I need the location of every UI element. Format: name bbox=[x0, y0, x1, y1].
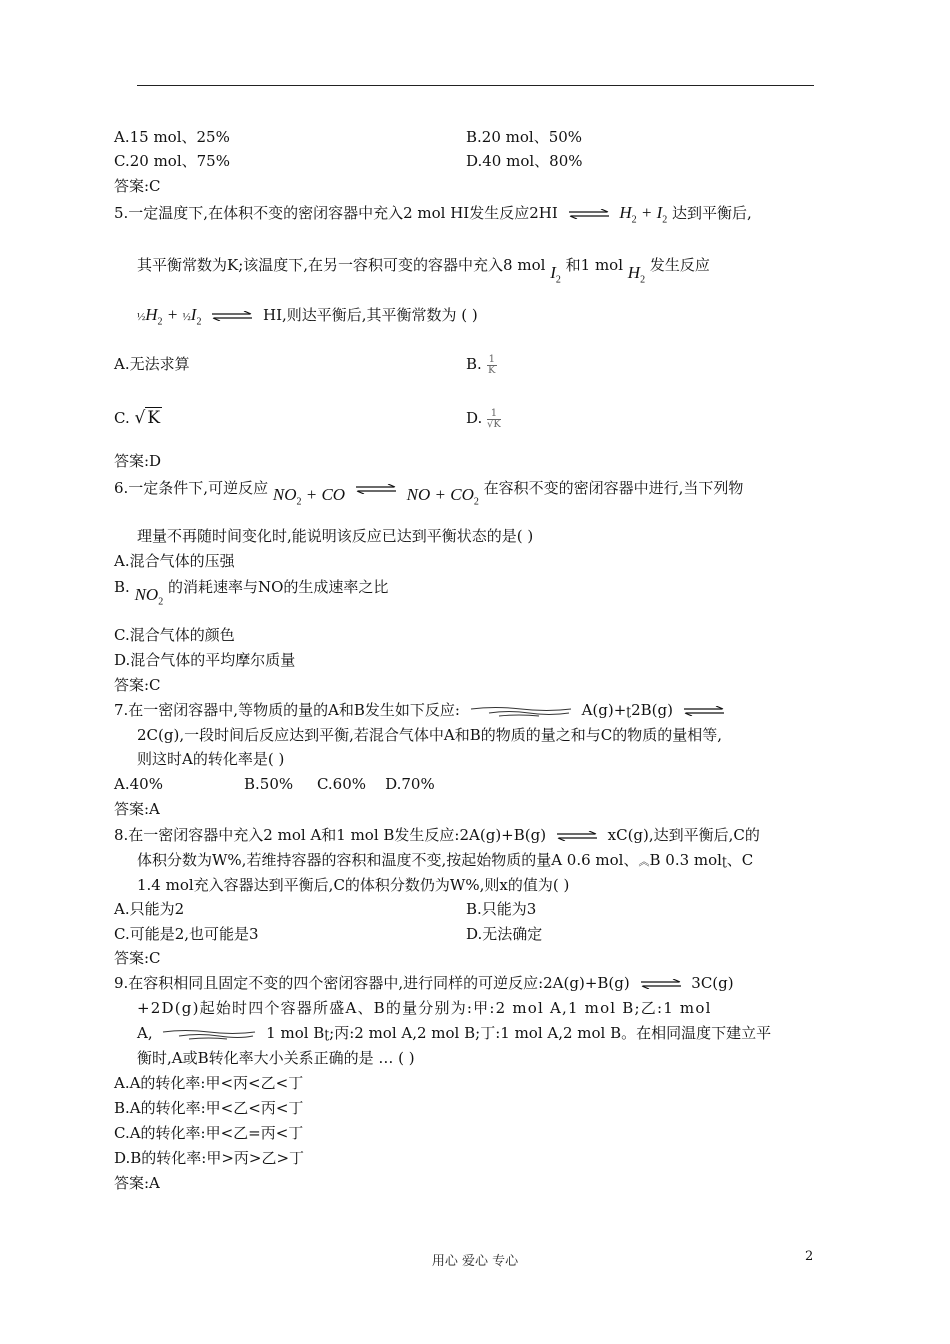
q4-option-c: C.20 mol、75% bbox=[114, 152, 230, 170]
q6-product-formula: NO + $CO_2$ bbox=[406, 485, 479, 508]
fraction-denominator: K bbox=[488, 364, 496, 376]
q5-line-1 bbox=[114, 203, 752, 230]
q6-option-c: C.混合气体的颜色 bbox=[114, 626, 235, 644]
fraction-numerator: 1 bbox=[488, 353, 495, 365]
fraction-numerator: 1 bbox=[487, 409, 501, 420]
q8-line-2-text: 体积分数为W%,若维持容器的容积和温度不变,按起始物质的量A 0.6 mol、 bbox=[137, 851, 639, 869]
q4-option-a: A.15 mol、25% bbox=[114, 128, 230, 146]
q5-product-formula: $H_2 + I_2$ bbox=[619, 203, 668, 226]
q9-line-1-end: 3C(g) bbox=[691, 974, 734, 992]
q8-line-1-end: xC(g),达到平衡后,C的 bbox=[607, 826, 760, 844]
q6-no2-formula: $NO_2$ bbox=[134, 585, 164, 608]
sqrt-radicand: K bbox=[493, 418, 501, 430]
q8-line-3: 1.4 mol充入容器达到平衡后,C的体积分数仍为W%,则x的值为( ) bbox=[137, 876, 570, 894]
q4-option-d: D.40 mol、80% bbox=[466, 152, 583, 170]
mark-artifact-icon: ʈ bbox=[626, 704, 632, 718]
q9-option-d: D.B的转化率:甲>丙>乙>丁 bbox=[114, 1149, 305, 1167]
equilibrium-arrow-icon bbox=[682, 706, 726, 716]
q7-line-1-text: 7.在一密闭容器中,等物质的量的A和B发生如下反应: bbox=[114, 701, 460, 719]
q9-option-c: C.A的转化率:甲<乙=丙<丁 bbox=[114, 1124, 304, 1142]
q8-line-2-b: B 0.3 mol bbox=[649, 851, 722, 869]
q6-line-1-end: 在容积不变的密闭容器中进行,当下列物 bbox=[483, 479, 744, 497]
q5-option-b bbox=[466, 354, 497, 376]
q5-line-3-end: HI,则达平衡后,其平衡常数为 ( ) bbox=[263, 306, 478, 324]
q6-line-2: 理量不再随时间变化时,能说明该反应已达到平衡状态的是( ) bbox=[137, 527, 534, 545]
q8-option-c: C.可能是2,也可能是3 bbox=[114, 925, 259, 943]
equilibrium-arrow-icon bbox=[639, 979, 683, 989]
page-number: 2 bbox=[805, 1249, 814, 1264]
q8-option-a: A.只能为2 bbox=[114, 900, 185, 918]
q6-option-b-label: B. bbox=[114, 578, 130, 596]
q5-line-2-end: 发生反应 bbox=[649, 256, 710, 274]
equilibrium-arrow-icon bbox=[210, 311, 254, 321]
q6-line-1 bbox=[114, 478, 744, 508]
q9-line-3-c: ;丙:2 mol A,2 mol B;丁:1 mol A,2 mol B。在相同温度下建立平 bbox=[329, 1024, 772, 1042]
equilibrium-arrow-icon bbox=[555, 831, 599, 841]
q9-line-4: 衡时,A或B转化率大小关系正确的是 … ( ) bbox=[137, 1049, 415, 1067]
equilibrium-arrow-icon bbox=[567, 209, 611, 219]
squiggle-artifact-icon bbox=[161, 1028, 257, 1040]
sqrt-radicand: K bbox=[147, 408, 161, 428]
q5-option-b-fraction bbox=[487, 355, 497, 376]
q7-options: A.40% B.50% C.60% D.70% bbox=[114, 775, 435, 793]
q5-option-d-fraction bbox=[487, 409, 501, 430]
q7-reactant-a: A(g)+ bbox=[581, 701, 627, 719]
q4-answer: 答案:C bbox=[114, 177, 161, 195]
q5-option-c-label: C. bbox=[114, 409, 130, 427]
q8-line-2-c: 、C bbox=[726, 851, 754, 869]
page-footer: 用心 爱心 专心 bbox=[431, 1254, 519, 1269]
q5-hydrogen-formula: $H_2$ bbox=[627, 263, 646, 286]
q8-option-b: B.只能为3 bbox=[466, 900, 537, 918]
q9-line-1 bbox=[114, 973, 734, 993]
q6-option-a: A.混合气体的压强 bbox=[114, 552, 235, 570]
q9-answer: 答案:A bbox=[114, 1174, 160, 1192]
q8-answer: 答案:C bbox=[114, 949, 161, 967]
q9-option-a: A.A的转化率:甲<丙<乙<丁 bbox=[114, 1074, 304, 1092]
fraction-denominator: √K bbox=[487, 418, 501, 430]
q5-line-2-text: 其平衡常数为K;该温度下,在另一容积可变的容器中充入8 mol bbox=[137, 256, 546, 274]
q8-option-d: D.无法确定 bbox=[466, 925, 543, 943]
q6-reactant-formula: $NO_2$ + CO bbox=[272, 485, 346, 508]
q6-option-d: D.混合气体的平均摩尔质量 bbox=[114, 651, 296, 669]
q5-option-d-label: D. bbox=[466, 409, 483, 427]
q5-line-3 bbox=[137, 305, 478, 332]
q8-line-2 bbox=[137, 850, 753, 872]
q6-option-b bbox=[114, 577, 389, 608]
q5-answer: 答案:D bbox=[114, 452, 162, 470]
q9-line-1-text: 9.在容积相同且固定不变的四个密闭容器中,进行同样的可逆反应:2A(g)+B(g) bbox=[114, 974, 630, 992]
q9-line-3-b: 1 mol B bbox=[266, 1024, 325, 1042]
squiggle-artifact-icon bbox=[469, 705, 573, 717]
q9-line-3 bbox=[137, 1023, 771, 1044]
q7-reactant-b: 2B(g) bbox=[631, 701, 673, 719]
q4-option-b: B.20 mol、50% bbox=[466, 128, 583, 146]
header-rule bbox=[137, 85, 814, 86]
q5-option-b-label: B. bbox=[466, 355, 482, 373]
q9-line-2: +2D(g)起始时四个容器所盛A、B的量分别为:甲:2 mol A,1 mol B;乙:1 mol bbox=[137, 999, 712, 1017]
q5-line-2-mid: 和1 mol bbox=[565, 256, 624, 274]
q7-line-1 bbox=[114, 700, 730, 721]
q5-iodine-formula: $I_2$ bbox=[550, 263, 561, 286]
mark-artifact-icon: ʈ bbox=[721, 854, 727, 868]
q7-answer: 答案:A bbox=[114, 800, 160, 818]
q6-option-b-text: 的消耗速率与NO的生成速率之比 bbox=[167, 578, 389, 596]
mark-artifact-icon: ʈ bbox=[324, 1027, 330, 1041]
q7-line-3: 则这时A的转化率是( ) bbox=[137, 750, 285, 768]
q6-answer: 答案:C bbox=[114, 676, 161, 694]
q8-line-1 bbox=[114, 825, 760, 845]
q9-line-3-a: A, bbox=[137, 1024, 153, 1042]
mark-artifact-icon: ︽ bbox=[638, 855, 650, 868]
q5-option-c bbox=[114, 408, 162, 428]
equilibrium-arrow-icon bbox=[354, 484, 398, 494]
q5-option-d bbox=[466, 408, 501, 430]
q7-line-2: 2C(g),一段时间后反应达到平衡,若混合气体中A和B的物质的量之和与C的物质的量相等, bbox=[137, 726, 722, 744]
sqrt-icon: √ K bbox=[134, 408, 161, 428]
q5-reaction-formula: $\frac{1}{2}H_2$ + $\frac{1}{2}I_2$ bbox=[137, 305, 202, 328]
q5-line-1-text: 5.一定温度下,在体积不变的密闭容器中充入2 mol HI发生反应2HI bbox=[114, 204, 558, 222]
q5-line-1-end: 达到平衡后, bbox=[672, 204, 752, 222]
q5-option-a: A.无法求算 bbox=[114, 355, 190, 373]
q6-line-1-text: 6.一定条件下,可逆反应 bbox=[114, 479, 269, 497]
q8-line-1-text: 8.在一密闭容器中充入2 mol A和1 mol B发生反应:2A(g)+B(g) bbox=[114, 826, 547, 844]
q9-option-b: B.A的转化率:甲<乙<丙<丁 bbox=[114, 1099, 304, 1117]
q5-line-2 bbox=[137, 255, 710, 286]
